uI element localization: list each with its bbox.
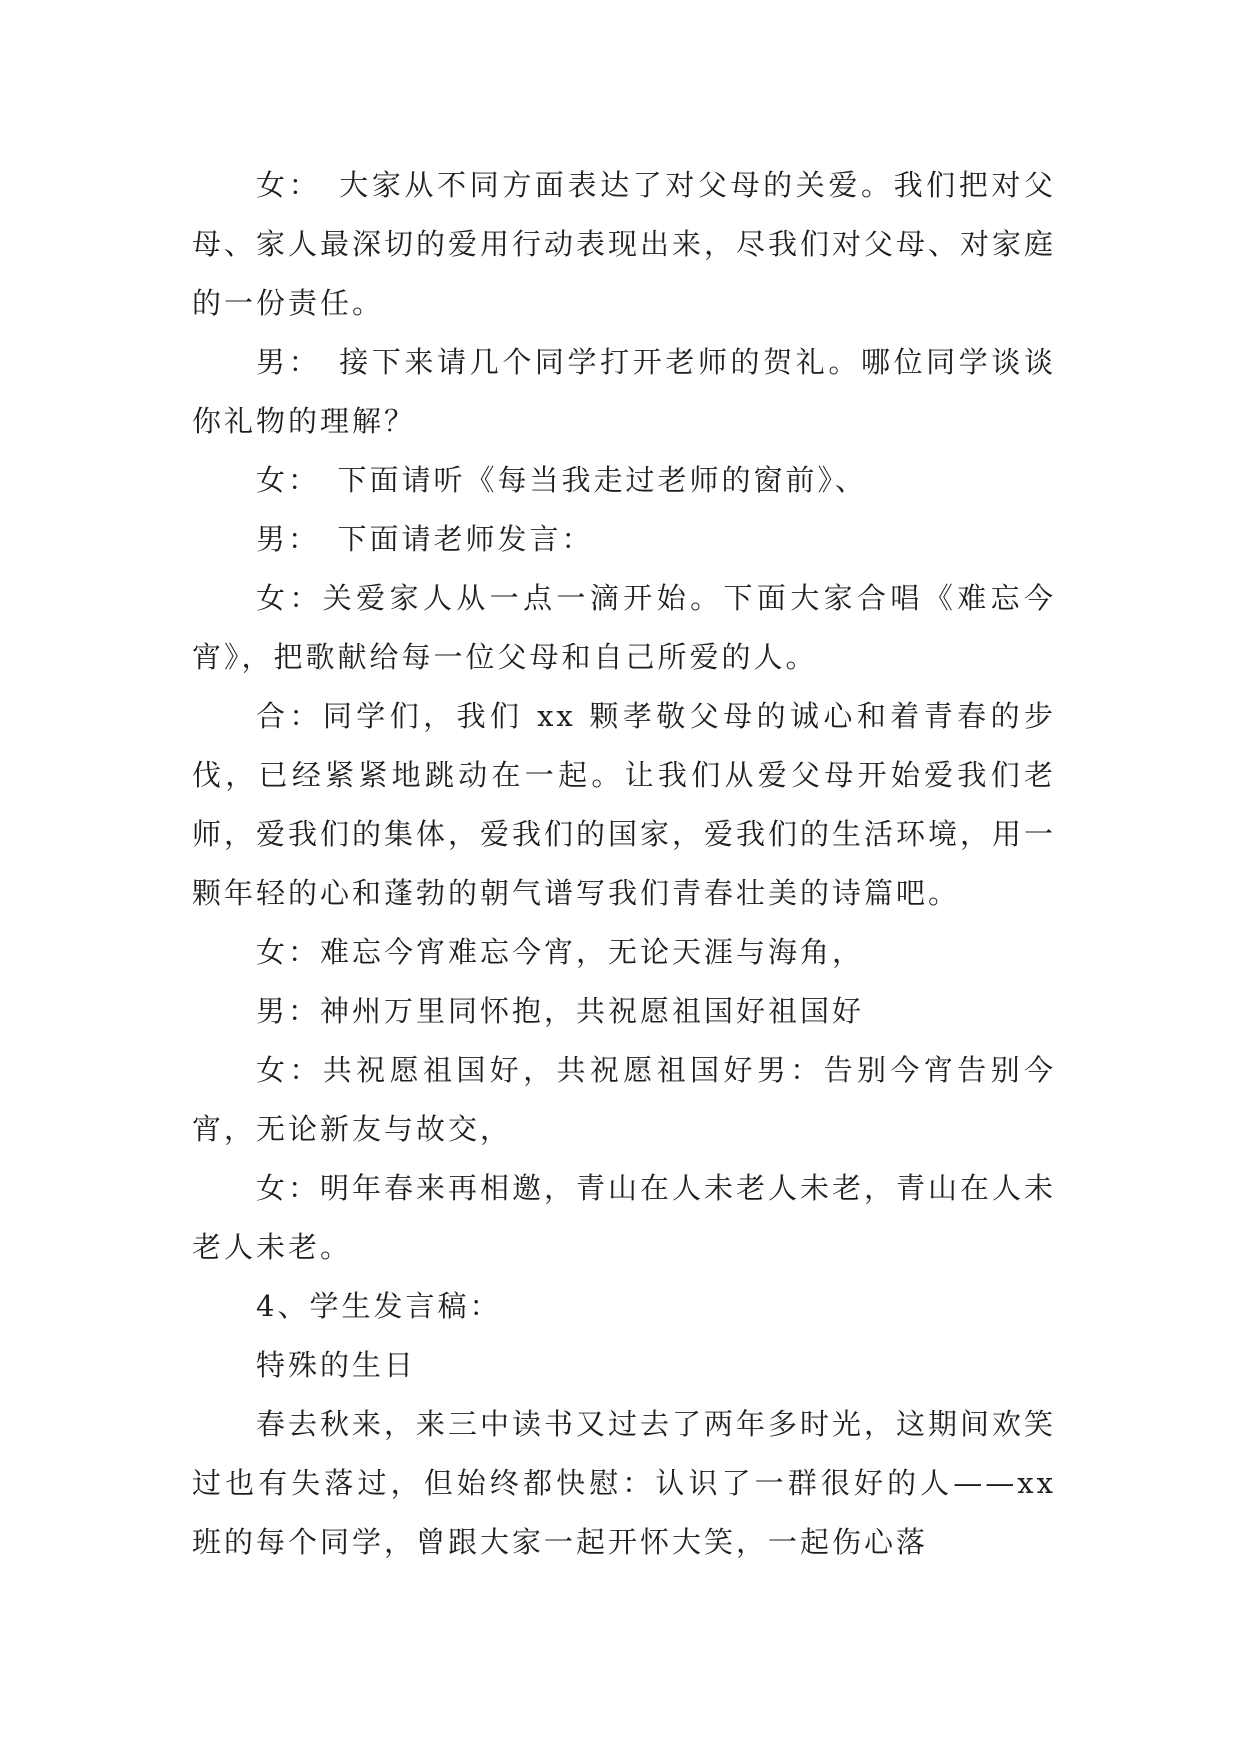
paragraph-13: 春去秋来，来三中读书又过去了两年多时光，这期间欢笑过也有失落过，但始终都快慰：认识了一群很好的人——xx 班的每个同学，曾跟大家一起开怀大笑，一起伤心落 <box>192 1407 1057 1559</box>
paragraph-6: 合：同学们，我们 xx 颗孝敬父母的诚心和着青春的步伐，已经紧紧地跳动在一起。让我们从爱父母开始爱我们老师，爱我们的集体，爱我们的国家，爱我们的生活环境，用一颗年轻的心和蓬勃的朝气谱写我们青春壮美的诗篇吧。 <box>192 699 1057 910</box>
document-body <box>192 156 1056 1572</box>
section-heading: 4、学生发言稿： <box>256 1289 502 1323</box>
paragraph-9: 女：共祝愿祖国好，共祝愿祖国好男：告别今宵告别今宵，无论新友与故交， <box>192 1053 1056 1146</box>
paragraph-7: 女：难忘今宵难忘今宵，无论天涯与海角， <box>256 935 865 969</box>
speech-title: 特殊的生日 <box>256 1348 417 1382</box>
paragraph-2: 男： 接下来请几个同学打开老师的贺礼。哪位同学谈谈你礼物的理解？ <box>192 345 1056 438</box>
paragraph-3: 女： 下面请听《每当我走过老师的窗前》、 <box>256 463 868 497</box>
paragraph-4: 男： 下面请老师发言： <box>256 522 594 556</box>
paragraph-5: 女：关爱家人从一点一滴开始。下面大家合唱《难忘今宵》，把歌献给每一位父母和自己所爱的人。 <box>192 581 1056 674</box>
paragraph-1: 女： 大家从不同方面表达了对父母的关爱。我们把对父母、家人最深切的爱用行动表现出来，尽我们对父母、对家庭的一份责任。 <box>192 168 1057 320</box>
paragraph-10: 女：明年春来再相邀，青山在人未老人未老，青山在人未老人未老。 <box>192 1171 1057 1264</box>
paragraph-8: 男：神州万里同怀抱，共祝愿祖国好祖国好 <box>256 994 865 1028</box>
